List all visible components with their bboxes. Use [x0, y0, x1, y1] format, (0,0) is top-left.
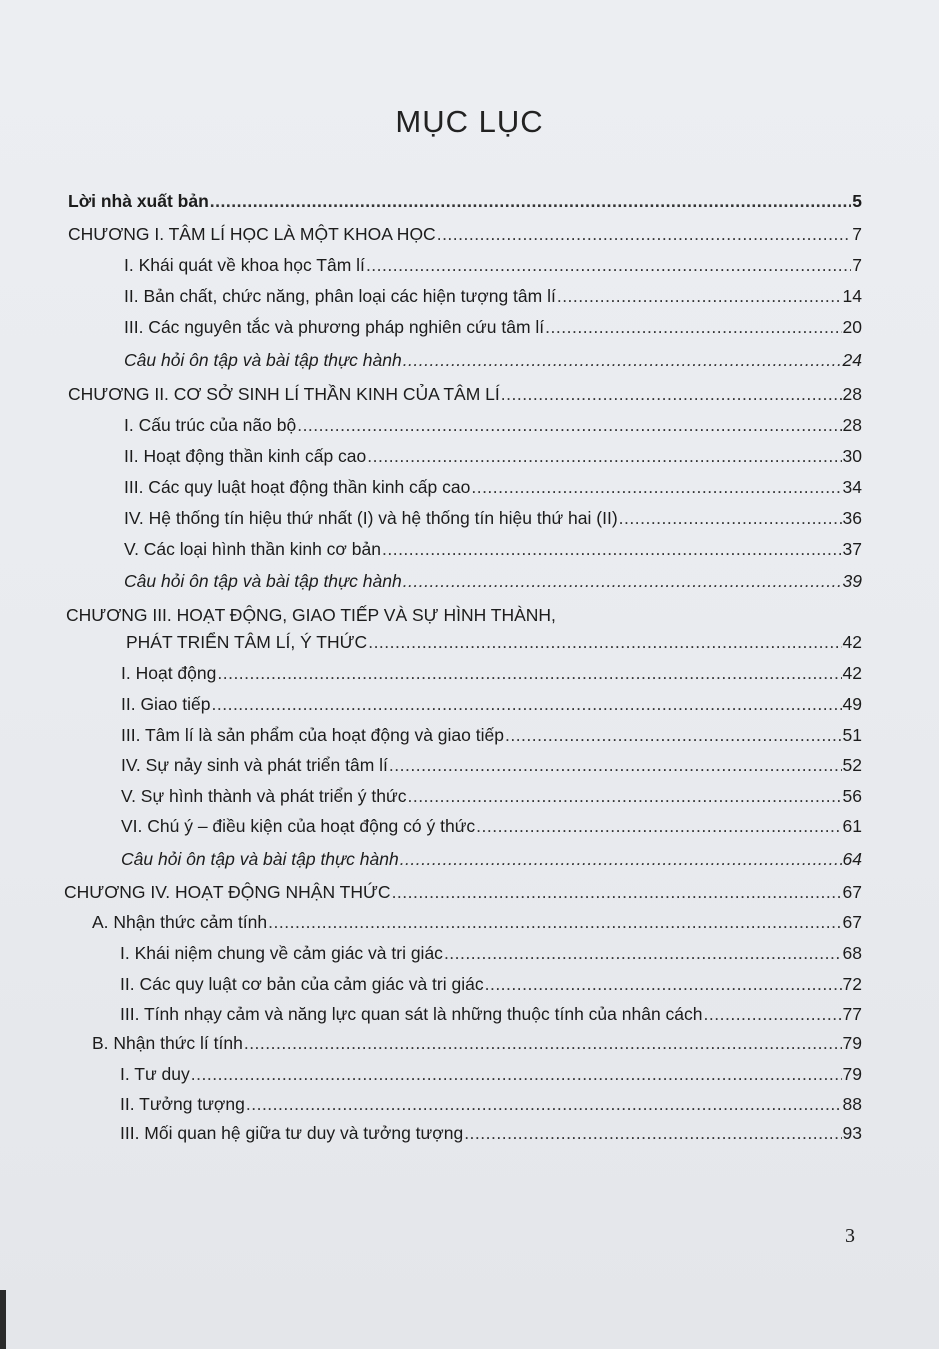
toc-entry-title: CHƯƠNG IV. HOẠT ĐỘNG NHẬN THỨC [64, 882, 391, 902]
dot-leader [704, 1003, 842, 1025]
toc-entry [124, 538, 862, 560]
toc-entry [124, 507, 862, 529]
toc-entry-title: III. Tính nhạy cảm và năng lực quan sát là những thuộc tính của nhân cách [120, 1004, 703, 1024]
toc-entry-page: 28 [842, 415, 862, 435]
toc-entry-page: 39 [842, 571, 862, 591]
dot-leader [400, 848, 842, 870]
toc-entry-title: II. Bản chất, chức năng, phân loại các hiện tượng tâm lí [124, 286, 556, 306]
toc-entry-title: VI. Chú ý – điều kiện của hoạt động có ý thức [121, 816, 476, 836]
toc-entry [124, 414, 862, 436]
toc-entry-chapter-4 [64, 881, 862, 903]
toc-entry-page: 77 [842, 1004, 862, 1024]
dot-leader [444, 942, 842, 964]
toc-entry-chapter-3 [126, 631, 862, 653]
dot-leader [366, 254, 851, 276]
toc-entry-page: 67 [842, 882, 862, 902]
toc-entry [120, 1122, 862, 1144]
dot-leader [297, 414, 841, 436]
toc-entry-page: 61 [842, 816, 862, 836]
toc-entry-title: I. Khái niệm chung về cảm giác và tri giác [120, 943, 443, 963]
toc-entry-page: 20 [842, 317, 862, 337]
toc-entry-title: I. Tư duy [120, 1064, 190, 1084]
toc-entry-page: 68 [842, 943, 862, 963]
dot-leader [476, 815, 841, 837]
toc-entry-title: I. Khái quát về khoa học Tâm lí [124, 255, 365, 275]
toc-entry-page: 64 [842, 849, 862, 869]
dot-leader [368, 631, 841, 653]
toc-entry-page: 79 [842, 1033, 862, 1053]
toc-entry [124, 254, 862, 276]
toc-entry-title: I. Cấu trúc của não bộ [124, 415, 297, 435]
toc-entry-title: PHÁT TRIỂN TÂM LÍ, Ý THỨC [126, 632, 368, 652]
dot-leader [505, 724, 842, 746]
toc-entry-title: CHƯƠNG II. CƠ SỞ SINH LÍ THẦN KINH CỦA TÂM LÍ [68, 384, 500, 404]
toc-entry [124, 476, 862, 498]
toc-entry-page: 28 [842, 384, 862, 404]
dot-leader [485, 973, 842, 995]
toc-entry-page: 72 [842, 974, 862, 994]
dot-leader [210, 190, 851, 212]
dot-leader [471, 476, 841, 498]
dot-leader [464, 1122, 841, 1144]
dot-leader [557, 285, 842, 307]
toc-entry [121, 785, 862, 807]
dot-leader [392, 881, 842, 903]
toc-entry-title: B. Nhận thức lí tính [92, 1033, 243, 1053]
dot-leader [217, 662, 841, 684]
toc-entry-page: 7 [852, 255, 862, 275]
toc-entry-page: 52 [842, 755, 862, 775]
toc-entry-title: III. Tâm lí là sản phẩm của hoạt động và giao tiếp [121, 725, 504, 745]
toc-entry-page: 7 [852, 224, 862, 244]
dot-leader [212, 693, 842, 715]
dot-leader [545, 316, 841, 338]
dot-leader [407, 785, 841, 807]
toc-entry-title: II. Hoạt động thần kinh cấp cao [124, 446, 367, 466]
dot-leader [382, 538, 842, 560]
dot-leader [437, 223, 852, 245]
dot-leader [246, 1093, 842, 1115]
toc-entry-page: 93 [842, 1123, 862, 1143]
dot-leader [501, 383, 842, 405]
toc-entry [120, 973, 862, 995]
toc-entry-page: 24 [842, 350, 862, 370]
toc-entry-page: 51 [842, 725, 862, 745]
page-title: MỤC LỤC [395, 104, 544, 139]
toc-entry-title: Lời nhà xuất bản [68, 191, 209, 211]
toc-entry [121, 815, 862, 837]
toc-entry-title: A. Nhận thức cảm tính [92, 912, 268, 932]
dot-leader [389, 754, 842, 776]
toc-entry-page: 34 [842, 477, 862, 497]
dot-leader [619, 507, 842, 529]
toc-entry-page: 67 [842, 912, 862, 932]
toc-entry-page: 49 [842, 694, 862, 714]
toc-entry-page: 79 [842, 1064, 862, 1084]
toc-entry [121, 754, 862, 776]
toc-entry [124, 316, 862, 338]
toc-entry-page: 14 [842, 286, 862, 306]
toc-entry-title: IV. Sự nảy sinh và phát triển tâm lí [121, 755, 388, 775]
toc-entry-title: Câu hỏi ôn tập và bài tập thực hành [124, 350, 402, 370]
toc-entry-title: II. Tưởng tượng [120, 1094, 245, 1114]
toc-entry-page: 37 [842, 539, 862, 559]
toc-entry-chapter-2 [68, 383, 862, 405]
toc-entry-section-a [92, 911, 862, 933]
toc-entry [124, 285, 862, 307]
toc-entry [121, 724, 862, 746]
page-edge-shadow [0, 1290, 6, 1349]
toc-entry [120, 1093, 862, 1115]
toc-entry-publisher-note [68, 190, 862, 212]
toc-entry-title: Câu hỏi ôn tập và bài tập thực hành [121, 849, 399, 869]
toc-entry-page: 42 [842, 632, 862, 652]
toc-entry [121, 662, 862, 684]
dot-leader [268, 911, 841, 933]
toc-entry-title: V. Các loại hình thần kinh cơ bản [124, 539, 381, 559]
toc-entry-review-questions [121, 848, 862, 870]
toc-entry-page: 36 [842, 508, 862, 528]
toc-entry-review-questions [124, 570, 862, 592]
toc-entry-title: Câu hỏi ôn tập và bài tập thực hành [124, 571, 402, 591]
toc-entry-section-b [92, 1032, 862, 1054]
page-number: 3 [845, 1225, 855, 1247]
toc-entry [124, 445, 862, 467]
dot-leader [191, 1063, 842, 1085]
toc-entry-review-questions [124, 349, 862, 371]
toc-entry-title: IV. Hệ thống tín hiệu thứ nhất (I) và hệ thống tín hiệu thứ hai (II) [124, 508, 618, 528]
toc-entry-title: CHƯƠNG I. TÂM LÍ HỌC LÀ MỘT KHOA HỌC [68, 224, 436, 244]
toc-entry [121, 693, 862, 715]
toc-entry-page: 30 [842, 446, 862, 466]
toc-entry-page: 5 [852, 191, 862, 211]
toc-entry [120, 1063, 862, 1085]
toc-entry-chapter-1 [68, 223, 862, 245]
dot-leader [244, 1032, 842, 1054]
toc-entry-page: 56 [842, 786, 862, 806]
toc-entry-page: 88 [842, 1094, 862, 1114]
toc-entry-title: III. Mối quan hệ giữa tư duy và tưởng tượng [120, 1123, 464, 1143]
toc-entry-chapter-3-line-1: CHƯƠNG III. HOẠT ĐỘNG, GIAO TIẾP VÀ SỰ HÌNH THÀNH, [66, 605, 556, 625]
toc-entry [120, 1003, 862, 1025]
toc-entry-title: III. Các nguyên tắc và phương pháp nghiên cứu tâm lí [124, 317, 545, 337]
toc-entry-title: II. Giao tiếp [121, 694, 211, 714]
toc-entry-title: II. Các quy luật cơ bản của cảm giác và tri giác [120, 974, 484, 994]
dot-leader [403, 570, 842, 592]
toc-entry-title: V. Sự hình thành và phát triển ý thức [121, 786, 407, 806]
dot-leader [367, 445, 841, 467]
toc-entry-title: I. Hoạt động [121, 663, 217, 683]
toc-entry-page: 42 [842, 663, 862, 683]
toc-entry-title: III. Các quy luật hoạt động thần kinh cấp cao [124, 477, 471, 497]
toc-entry [120, 942, 862, 964]
dot-leader [403, 349, 842, 371]
